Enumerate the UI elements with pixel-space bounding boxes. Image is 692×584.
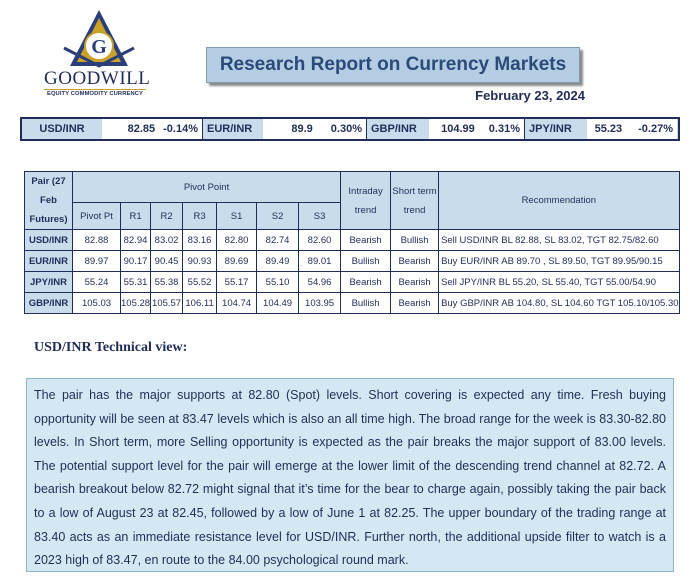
report-date: February 23, 2024 xyxy=(475,88,585,103)
cell: 55.38 xyxy=(151,272,183,293)
header-col: S3 xyxy=(299,203,341,230)
cell: 55.31 xyxy=(121,272,151,293)
cell: 83.02 xyxy=(151,230,183,251)
ticker-item-gbpinr xyxy=(367,119,525,139)
ticker-item-jpyinr xyxy=(525,119,677,139)
header-col: R2 xyxy=(151,203,183,230)
row-pair: USD/INR xyxy=(25,230,73,251)
cell: 104.74 xyxy=(217,293,257,314)
cell: 89.01 xyxy=(299,251,341,272)
cell: 89.49 xyxy=(257,251,299,272)
cell: 90.17 xyxy=(121,251,151,272)
cell: 90.93 xyxy=(183,251,217,272)
svg-text:G: G xyxy=(91,36,107,58)
ticker-price: 104.99 xyxy=(441,123,475,135)
cell: 89.97 xyxy=(73,251,121,272)
row-pair: JPY/INR xyxy=(25,272,73,293)
cell: 105.28 xyxy=(121,293,151,314)
ticker-price: 55.23 xyxy=(594,123,623,135)
table-header-row xyxy=(25,172,680,203)
table-row xyxy=(25,293,680,314)
cell-intraday: Bearish xyxy=(341,230,391,251)
cell: 55.10 xyxy=(257,272,299,293)
cell: 82.88 xyxy=(73,230,121,251)
cell-short-term: Bearish xyxy=(391,272,439,293)
cell: 82.60 xyxy=(299,230,341,251)
cell-short-term: Bullish xyxy=(391,230,439,251)
header-recommendation: Recommendation xyxy=(439,172,679,230)
header-pivot-point: Pivot Point xyxy=(73,172,341,203)
cell: 90.45 xyxy=(151,251,183,272)
technical-view-heading: USD/INR Technical view: xyxy=(34,340,188,355)
cell: 104.49 xyxy=(257,293,299,314)
ticker-pair: GBP/INR xyxy=(367,119,429,139)
cell: 105.03 xyxy=(73,293,121,314)
row-pair: GBP/INR xyxy=(25,293,73,314)
cell: 106.11 xyxy=(183,293,217,314)
cell: 82.94 xyxy=(121,230,151,251)
technical-view-text: The pair has the major supports at 82.80 (Spot) levels. Short covering is expected any time. Fresh buying opportunity will be seen at 83.47 levels which is also an all time high. The broad range for the week is 83.30-82.80 levels. In Short term, more Selling opportunity is expected as the pair breaks the major support of 83.00 levels. The potential support level for the pair will emerge at the lower limit of the descending trend channel at 82.72. A bearish breakout below 82.72 might signal that it’s time for the bear to charge again, possibly taking the pair back to a low of August 23 at 82.45, followed by a low of June 1 at 82.25. The upper boundary of the trading range at 83.40 acts as an immediate resistance level for USD/INR. Further north, the additional upside filter to watch is a 2023 high of 83.47, en route to the 84.00 psychological round mark. xyxy=(26,378,674,572)
cell-intraday: Bearish xyxy=(341,272,391,293)
header-col: S1 xyxy=(217,203,257,230)
logo-tagline: EQUITY COMMODITY CURRENCY xyxy=(44,89,146,97)
pivot-point-table xyxy=(24,171,680,314)
ticker-pair: EUR/INR xyxy=(203,119,263,139)
header-col: Pivot Pt xyxy=(73,203,121,230)
ticker-change: 0.30% xyxy=(330,123,362,135)
ticker-price: 89.9 xyxy=(291,123,313,135)
cell: 103.95 xyxy=(299,293,341,314)
cell: 105.57 xyxy=(151,293,183,314)
header-pair: Pair (27 Feb Futures) xyxy=(25,172,73,230)
cell: 82.74 xyxy=(257,230,299,251)
cell: 55.52 xyxy=(183,272,217,293)
cell: 55.24 xyxy=(73,272,121,293)
table-row xyxy=(25,272,680,293)
cell-recommendation: Sell USD/INR BL 82.88, SL 83.02, TGT 82.75/82.60 xyxy=(439,230,679,251)
header-intraday-trend: Intraday trend xyxy=(341,172,391,230)
row-pair: EUR/INR xyxy=(25,251,73,272)
header-col: R1 xyxy=(121,203,151,230)
ticker-price: 82.85 xyxy=(127,123,156,135)
cell-short-term: Bearish xyxy=(391,293,439,314)
cell: 82.80 xyxy=(217,230,257,251)
table-row xyxy=(25,230,680,251)
cell-recommendation: Buy GBP/INR AB 104.80, SL 104.60 TGT 105.10/105.30 xyxy=(439,293,679,314)
cell-intraday: Bullish xyxy=(341,293,391,314)
cell: 89.69 xyxy=(217,251,257,272)
cell: 83.16 xyxy=(183,230,217,251)
header-short-term-trend: Short term trend xyxy=(391,172,439,230)
header-col: R3 xyxy=(183,203,217,230)
ticker-change: -0.14% xyxy=(163,123,198,135)
cell-intraday: Bullish xyxy=(341,251,391,272)
ticker-change: -0.27% xyxy=(638,123,673,135)
report-title: Research Report on Currency Markets xyxy=(206,47,580,83)
table-row xyxy=(25,251,680,272)
ticker-change: 0.31% xyxy=(488,123,520,135)
cell: 55.17 xyxy=(217,272,257,293)
ticker-item-usdinr xyxy=(22,119,203,139)
header-col: S2 xyxy=(257,203,299,230)
cell-recommendation: Buy EUR/INR AB 89.70 , SL 89.50, TGT 89.95/90.15 xyxy=(439,251,679,272)
ticker-pair: JPY/INR xyxy=(525,119,587,139)
ticker-strip xyxy=(20,117,680,141)
cell-short-term: Bearish xyxy=(391,251,439,272)
cell: 54.96 xyxy=(299,272,341,293)
ticker-pair: USD/INR xyxy=(22,119,102,139)
ticker-item-eurinr xyxy=(203,119,367,139)
logo-wordmark: GOODWILL xyxy=(44,68,151,89)
cell-recommendation: Sell JPY/INR BL 55.20, SL 55.40, TGT 55.00/54.90 xyxy=(439,272,679,293)
